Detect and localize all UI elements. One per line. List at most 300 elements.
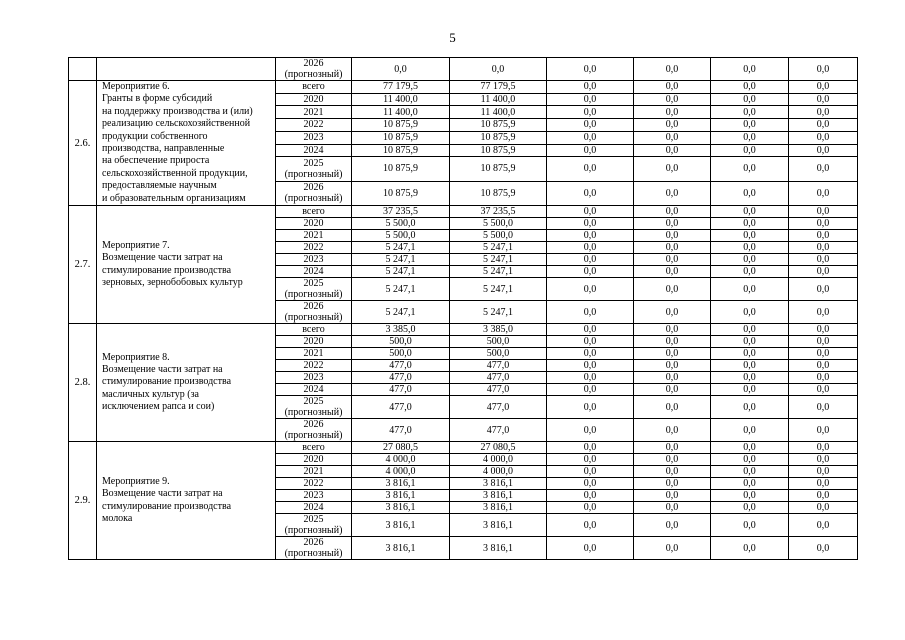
year-label: 2023: [303, 372, 324, 384]
value-cell: 0,0: [711, 348, 789, 360]
year-cell: [276, 81, 352, 94]
value-cell: 500,0: [352, 336, 450, 348]
value-cell: 0,0: [634, 131, 711, 144]
event-text-line: продукции собственного: [102, 130, 208, 142]
value-cell: 0,0: [634, 181, 711, 205]
value-cell: 0,0: [711, 514, 789, 537]
value-cell: 0,0: [634, 372, 711, 384]
event-text-line: реализацию сельскохозяйственной: [102, 118, 251, 130]
value-cell: 500,0: [352, 348, 450, 360]
value-cell: 0,0: [547, 466, 634, 478]
value-cell: 0,0: [789, 336, 858, 348]
year-label: 2021: [303, 348, 324, 360]
event-text-line: масличных культур (за: [102, 388, 199, 400]
code-cell: [69, 58, 97, 81]
value-cell: 477,0: [450, 372, 547, 384]
value-cell: 0,0: [634, 454, 711, 466]
year-cell: [276, 502, 352, 514]
table-row: [69, 442, 858, 454]
year-label: 2022: [303, 360, 324, 372]
value-cell: 0,0: [547, 478, 634, 490]
value-cell: 0,0: [711, 278, 789, 301]
value-cell: 0,0: [789, 93, 858, 106]
year-label: всего: [302, 81, 325, 93]
value-cell: 0,0: [789, 514, 858, 537]
value-cell: 0,0: [547, 58, 634, 81]
value-cell: 0,0: [711, 58, 789, 81]
value-cell: 11 400,0: [450, 106, 547, 119]
value-cell: 0,0: [789, 230, 858, 242]
value-cell: 0,0: [711, 324, 789, 336]
code-cell: 2.8.: [69, 324, 97, 442]
year-cell: [276, 242, 352, 254]
year-label: 2025: [303, 396, 324, 408]
year-cell: [276, 478, 352, 490]
year-cell: [276, 144, 352, 157]
value-cell: 0,0: [789, 490, 858, 502]
year-label: 2026: [303, 301, 324, 313]
value-cell: 37 235,5: [450, 206, 547, 218]
year-cell: [276, 157, 352, 181]
year-label: 2020: [303, 94, 324, 106]
event-cell: [97, 442, 276, 560]
value-cell: 0,0: [547, 419, 634, 442]
table-body: [69, 58, 858, 560]
value-cell: 0,0: [634, 478, 711, 490]
year-cell: [276, 348, 352, 360]
value-cell: 0,0: [711, 131, 789, 144]
value-cell: 0,0: [634, 360, 711, 372]
year-cell: [276, 537, 352, 560]
value-cell: 0,0: [634, 218, 711, 230]
value-cell: 5 247,1: [352, 278, 450, 301]
year-cell: [276, 514, 352, 537]
year-cell: [276, 93, 352, 106]
value-cell: 0,0: [789, 58, 858, 81]
year-label: 2025: [303, 157, 324, 169]
value-cell: 11 400,0: [352, 93, 450, 106]
value-cell: 0,0: [711, 242, 789, 254]
value-cell: 0,0: [789, 218, 858, 230]
value-cell: 0,0: [547, 502, 634, 514]
value-cell: 3 816,1: [352, 478, 450, 490]
event-cell: [97, 81, 276, 206]
value-cell: 477,0: [450, 396, 547, 419]
value-cell: 0,0: [634, 58, 711, 81]
year-label: 2023: [303, 254, 324, 266]
value-cell: 0,0: [634, 157, 711, 181]
event-text-line: стимулирование производства: [102, 500, 232, 512]
value-cell: 0,0: [711, 396, 789, 419]
page-number: 5: [449, 30, 456, 45]
value-cell: 3 816,1: [352, 537, 450, 560]
year-cell: [276, 230, 352, 242]
year-cell: [276, 58, 352, 81]
value-cell: 3 816,1: [352, 514, 450, 537]
event-text-line: Возмещение части затрат на: [102, 363, 223, 375]
value-cell: 477,0: [352, 419, 450, 442]
year-cell: [276, 372, 352, 384]
value-cell: 0,0: [634, 242, 711, 254]
value-cell: 0,0: [789, 454, 858, 466]
value-cell: 11 400,0: [352, 106, 450, 119]
value-cell: 5 247,1: [450, 301, 547, 324]
value-cell: 0,0: [789, 119, 858, 132]
value-cell: 0,0: [711, 502, 789, 514]
value-cell: 3 816,1: [352, 502, 450, 514]
value-cell: 0,0: [634, 119, 711, 132]
year-label: 2020: [303, 454, 324, 466]
value-cell: 10 875,9: [352, 181, 450, 205]
value-cell: 3 816,1: [450, 502, 547, 514]
code-cell: 2.7.: [69, 206, 97, 324]
event-text-line: Мероприятие 6.: [102, 81, 170, 92]
year-cell: [276, 490, 352, 502]
event-text-line: сельскохозяйственной продукции,: [102, 167, 248, 179]
value-cell: 0,0: [711, 372, 789, 384]
year-forecast-label: (прогнозный): [284, 548, 343, 560]
value-cell: 0,0: [547, 454, 634, 466]
value-cell: 0,0: [711, 157, 789, 181]
value-cell: 0,0: [711, 360, 789, 372]
value-cell: 0,0: [711, 384, 789, 396]
value-cell: 500,0: [450, 348, 547, 360]
value-cell: 10 875,9: [352, 157, 450, 181]
value-cell: 0,0: [711, 218, 789, 230]
year-cell: [276, 218, 352, 230]
year-cell: [276, 454, 352, 466]
table-row: [69, 58, 858, 81]
value-cell: 3 385,0: [352, 324, 450, 336]
value-cell: 0,0: [634, 442, 711, 454]
event-text-line: Возмещение части затрат на: [102, 252, 223, 264]
year-label: 2025: [303, 278, 324, 290]
value-cell: 0,0: [634, 266, 711, 278]
value-cell: 5 247,1: [450, 254, 547, 266]
event-text-line: Гранты в форме субсидий: [102, 93, 213, 105]
value-cell: 0,0: [711, 454, 789, 466]
table-row: [69, 206, 858, 218]
value-cell: 0,0: [547, 181, 634, 205]
year-label: всего: [302, 324, 325, 336]
year-label: 2021: [303, 106, 324, 118]
value-cell: 477,0: [352, 372, 450, 384]
event-text-line: стимулирование производства: [102, 264, 232, 276]
year-cell: [276, 324, 352, 336]
value-cell: 477,0: [352, 396, 450, 419]
value-cell: 0,0: [634, 490, 711, 502]
value-cell: 4 000,0: [352, 466, 450, 478]
value-cell: 10 875,9: [450, 131, 547, 144]
value-cell: 0,0: [547, 81, 634, 94]
value-cell: 0,0: [547, 324, 634, 336]
year-cell: [276, 466, 352, 478]
value-cell: 0,0: [711, 181, 789, 205]
year-label: 2022: [303, 242, 324, 254]
value-cell: 0,0: [547, 348, 634, 360]
value-cell: 0,0: [547, 218, 634, 230]
year-label: 2022: [303, 119, 324, 131]
value-cell: 477,0: [352, 384, 450, 396]
event-text-line: производства, направленные: [102, 143, 225, 155]
value-cell: 0,0: [634, 206, 711, 218]
value-cell: 0,0: [634, 254, 711, 266]
value-cell: 0,0: [711, 419, 789, 442]
year-forecast-label: (прогнозный): [284, 525, 343, 537]
value-cell: 0,0: [789, 278, 858, 301]
value-cell: 0,0: [634, 336, 711, 348]
value-cell: 0,0: [711, 442, 789, 454]
year-cell: [276, 301, 352, 324]
value-cell: 0,0: [547, 490, 634, 502]
value-cell: 0,0: [634, 106, 711, 119]
year-forecast-label: (прогнозный): [284, 407, 343, 419]
value-cell: 3 816,1: [450, 490, 547, 502]
year-label: 2025: [303, 514, 324, 526]
value-cell: 5 247,1: [352, 254, 450, 266]
event-cell: [97, 206, 276, 324]
event-text-line: исключением рапса и сои): [102, 401, 215, 413]
value-cell: 27 080,5: [352, 442, 450, 454]
year-cell: [276, 106, 352, 119]
year-label: 2026: [303, 537, 324, 549]
value-cell: 0,0: [711, 266, 789, 278]
year-forecast-label: (прогнозный): [284, 312, 343, 324]
year-cell: [276, 131, 352, 144]
year-cell: [276, 181, 352, 205]
year-cell: [276, 442, 352, 454]
value-cell: 0,0: [789, 372, 858, 384]
value-cell: 5 247,1: [450, 278, 547, 301]
value-cell: 0,0: [547, 360, 634, 372]
value-cell: 0,0: [789, 478, 858, 490]
event-text-line: Мероприятие 7.: [102, 239, 170, 251]
value-cell: 10 875,9: [450, 157, 547, 181]
value-cell: 3 816,1: [450, 478, 547, 490]
code-cell: 2.9.: [69, 442, 97, 560]
value-cell: 0,0: [789, 396, 858, 419]
year-label: 2026: [303, 58, 324, 69]
value-cell: 0,0: [634, 144, 711, 157]
value-cell: 0,0: [789, 324, 858, 336]
value-cell: 0,0: [789, 442, 858, 454]
value-cell: 0,0: [547, 119, 634, 132]
value-cell: 0,0: [634, 81, 711, 94]
value-cell: 0,0: [547, 93, 634, 106]
value-cell: 0,0: [789, 301, 858, 324]
value-cell: 0,0: [711, 81, 789, 94]
value-cell: 0,0: [789, 360, 858, 372]
value-cell: 5 247,1: [352, 242, 450, 254]
year-cell: [276, 206, 352, 218]
value-cell: 0,0: [789, 106, 858, 119]
year-cell: [276, 419, 352, 442]
value-cell: 0,0: [789, 131, 858, 144]
value-cell: 0,0: [711, 93, 789, 106]
value-cell: 0,0: [352, 58, 450, 81]
value-cell: 0,0: [547, 144, 634, 157]
year-cell: [276, 119, 352, 132]
funding-table: [68, 57, 858, 560]
value-cell: 0,0: [634, 466, 711, 478]
year-cell: [276, 396, 352, 419]
value-cell: 27 080,5: [450, 442, 547, 454]
value-cell: 477,0: [352, 360, 450, 372]
value-cell: 0,0: [634, 324, 711, 336]
value-cell: 0,0: [547, 266, 634, 278]
year-label: 2024: [303, 384, 324, 396]
value-cell: 0,0: [547, 442, 634, 454]
value-cell: 0,0: [547, 254, 634, 266]
value-cell: 0,0: [634, 537, 711, 560]
value-cell: 5 500,0: [352, 218, 450, 230]
year-label: 2024: [303, 266, 324, 278]
value-cell: 477,0: [450, 419, 547, 442]
value-cell: 0,0: [789, 502, 858, 514]
value-cell: 0,0: [634, 419, 711, 442]
value-cell: 0,0: [634, 301, 711, 324]
year-cell: [276, 384, 352, 396]
value-cell: 4 000,0: [450, 454, 547, 466]
event-text-line: Возмещение части затрат на: [102, 488, 223, 500]
value-cell: 5 247,1: [352, 301, 450, 324]
value-cell: 0,0: [789, 537, 858, 560]
value-cell: 0,0: [789, 266, 858, 278]
event-text-line: Мероприятие 8.: [102, 351, 170, 363]
year-label: всего: [302, 442, 325, 454]
year-label: 2022: [303, 478, 324, 490]
value-cell: 0,0: [547, 514, 634, 537]
code-cell: 2.6.: [69, 81, 97, 206]
value-cell: 0,0: [547, 384, 634, 396]
value-cell: 500,0: [450, 336, 547, 348]
event-cell: [97, 58, 276, 81]
value-cell: 0,0: [711, 301, 789, 324]
value-cell: 0,0: [789, 348, 858, 360]
value-cell: 0,0: [634, 514, 711, 537]
year-label: 2021: [303, 230, 324, 242]
year-label: 2024: [303, 144, 324, 156]
table-row: [69, 81, 858, 94]
value-cell: 10 875,9: [450, 144, 547, 157]
year-label: 2020: [303, 218, 324, 230]
value-cell: 0,0: [634, 278, 711, 301]
value-cell: 0,0: [634, 502, 711, 514]
value-cell: 0,0: [634, 348, 711, 360]
value-cell: 10 875,9: [450, 181, 547, 205]
year-label: 2024: [303, 502, 324, 514]
value-cell: 0,0: [789, 144, 858, 157]
year-label: 2023: [303, 132, 324, 144]
value-cell: 0,0: [711, 478, 789, 490]
year-label: 2021: [303, 466, 324, 478]
value-cell: 0,0: [634, 396, 711, 419]
event-text-line: стимулирование производства: [102, 376, 232, 388]
value-cell: 0,0: [547, 372, 634, 384]
value-cell: 0,0: [547, 242, 634, 254]
event-text-line: Мероприятие 9.: [102, 475, 170, 487]
table-row: [69, 324, 858, 336]
value-cell: 10 875,9: [352, 144, 450, 157]
value-cell: 5 500,0: [450, 218, 547, 230]
value-cell: 4 000,0: [450, 466, 547, 478]
value-cell: 0,0: [711, 206, 789, 218]
value-cell: 77 179,5: [450, 81, 547, 94]
value-cell: 10 875,9: [352, 131, 450, 144]
value-cell: 3 385,0: [450, 324, 547, 336]
value-cell: 0,0: [789, 254, 858, 266]
value-cell: 0,0: [711, 144, 789, 157]
event-text-line: на обеспечение прироста: [102, 155, 210, 167]
value-cell: 0,0: [789, 181, 858, 205]
value-cell: 0,0: [789, 466, 858, 478]
value-cell: 0,0: [547, 230, 634, 242]
value-cell: 0,0: [789, 242, 858, 254]
value-cell: 5 247,1: [450, 242, 547, 254]
value-cell: 0,0: [547, 206, 634, 218]
value-cell: 0,0: [789, 81, 858, 94]
value-cell: 0,0: [634, 230, 711, 242]
year-cell: [276, 266, 352, 278]
event-text-line: молока: [102, 512, 133, 524]
value-cell: 11 400,0: [450, 93, 547, 106]
value-cell: 0,0: [711, 119, 789, 132]
value-cell: 37 235,5: [352, 206, 450, 218]
value-cell: 0,0: [711, 254, 789, 266]
year-label: всего: [302, 206, 325, 218]
value-cell: 0,0: [547, 537, 634, 560]
year-cell: [276, 336, 352, 348]
value-cell: 10 875,9: [450, 119, 547, 132]
value-cell: 0,0: [634, 93, 711, 106]
value-cell: 0,0: [711, 537, 789, 560]
value-cell: 0,0: [711, 106, 789, 119]
year-label: 2020: [303, 336, 324, 348]
year-forecast-label: (прогнозный): [284, 430, 343, 442]
year-cell: [276, 278, 352, 301]
value-cell: 0,0: [711, 230, 789, 242]
year-label: 2023: [303, 490, 324, 502]
year-cell: [276, 254, 352, 266]
value-cell: 4 000,0: [352, 454, 450, 466]
value-cell: 477,0: [450, 360, 547, 372]
value-cell: 0,0: [789, 419, 858, 442]
value-cell: 10 875,9: [352, 119, 450, 132]
value-cell: 5 500,0: [352, 230, 450, 242]
value-cell: 3 816,1: [352, 490, 450, 502]
year-cell: [276, 360, 352, 372]
year-forecast-label: (прогнозный): [284, 69, 343, 80]
value-cell: 0,0: [711, 336, 789, 348]
value-cell: 0,0: [711, 490, 789, 502]
event-text-line: предоставляемые научным: [102, 180, 217, 192]
value-cell: 0,0: [547, 336, 634, 348]
value-cell: 0,0: [634, 384, 711, 396]
year-forecast-label: (прогнозный): [284, 289, 343, 301]
event-text-line: на поддержку производства и (или): [102, 105, 253, 117]
value-cell: 0,0: [547, 157, 634, 181]
value-cell: 477,0: [450, 384, 547, 396]
event-text-line: зерновых, зернобобовых культур: [102, 276, 243, 288]
year-forecast-label: (прогнозный): [284, 193, 343, 205]
value-cell: 0,0: [547, 278, 634, 301]
value-cell: 5 247,1: [450, 266, 547, 278]
value-cell: 5 247,1: [352, 266, 450, 278]
value-cell: 0,0: [789, 384, 858, 396]
year-forecast-label: (прогнозный): [284, 168, 343, 180]
value-cell: 3 816,1: [450, 537, 547, 560]
value-cell: 0,0: [547, 396, 634, 419]
